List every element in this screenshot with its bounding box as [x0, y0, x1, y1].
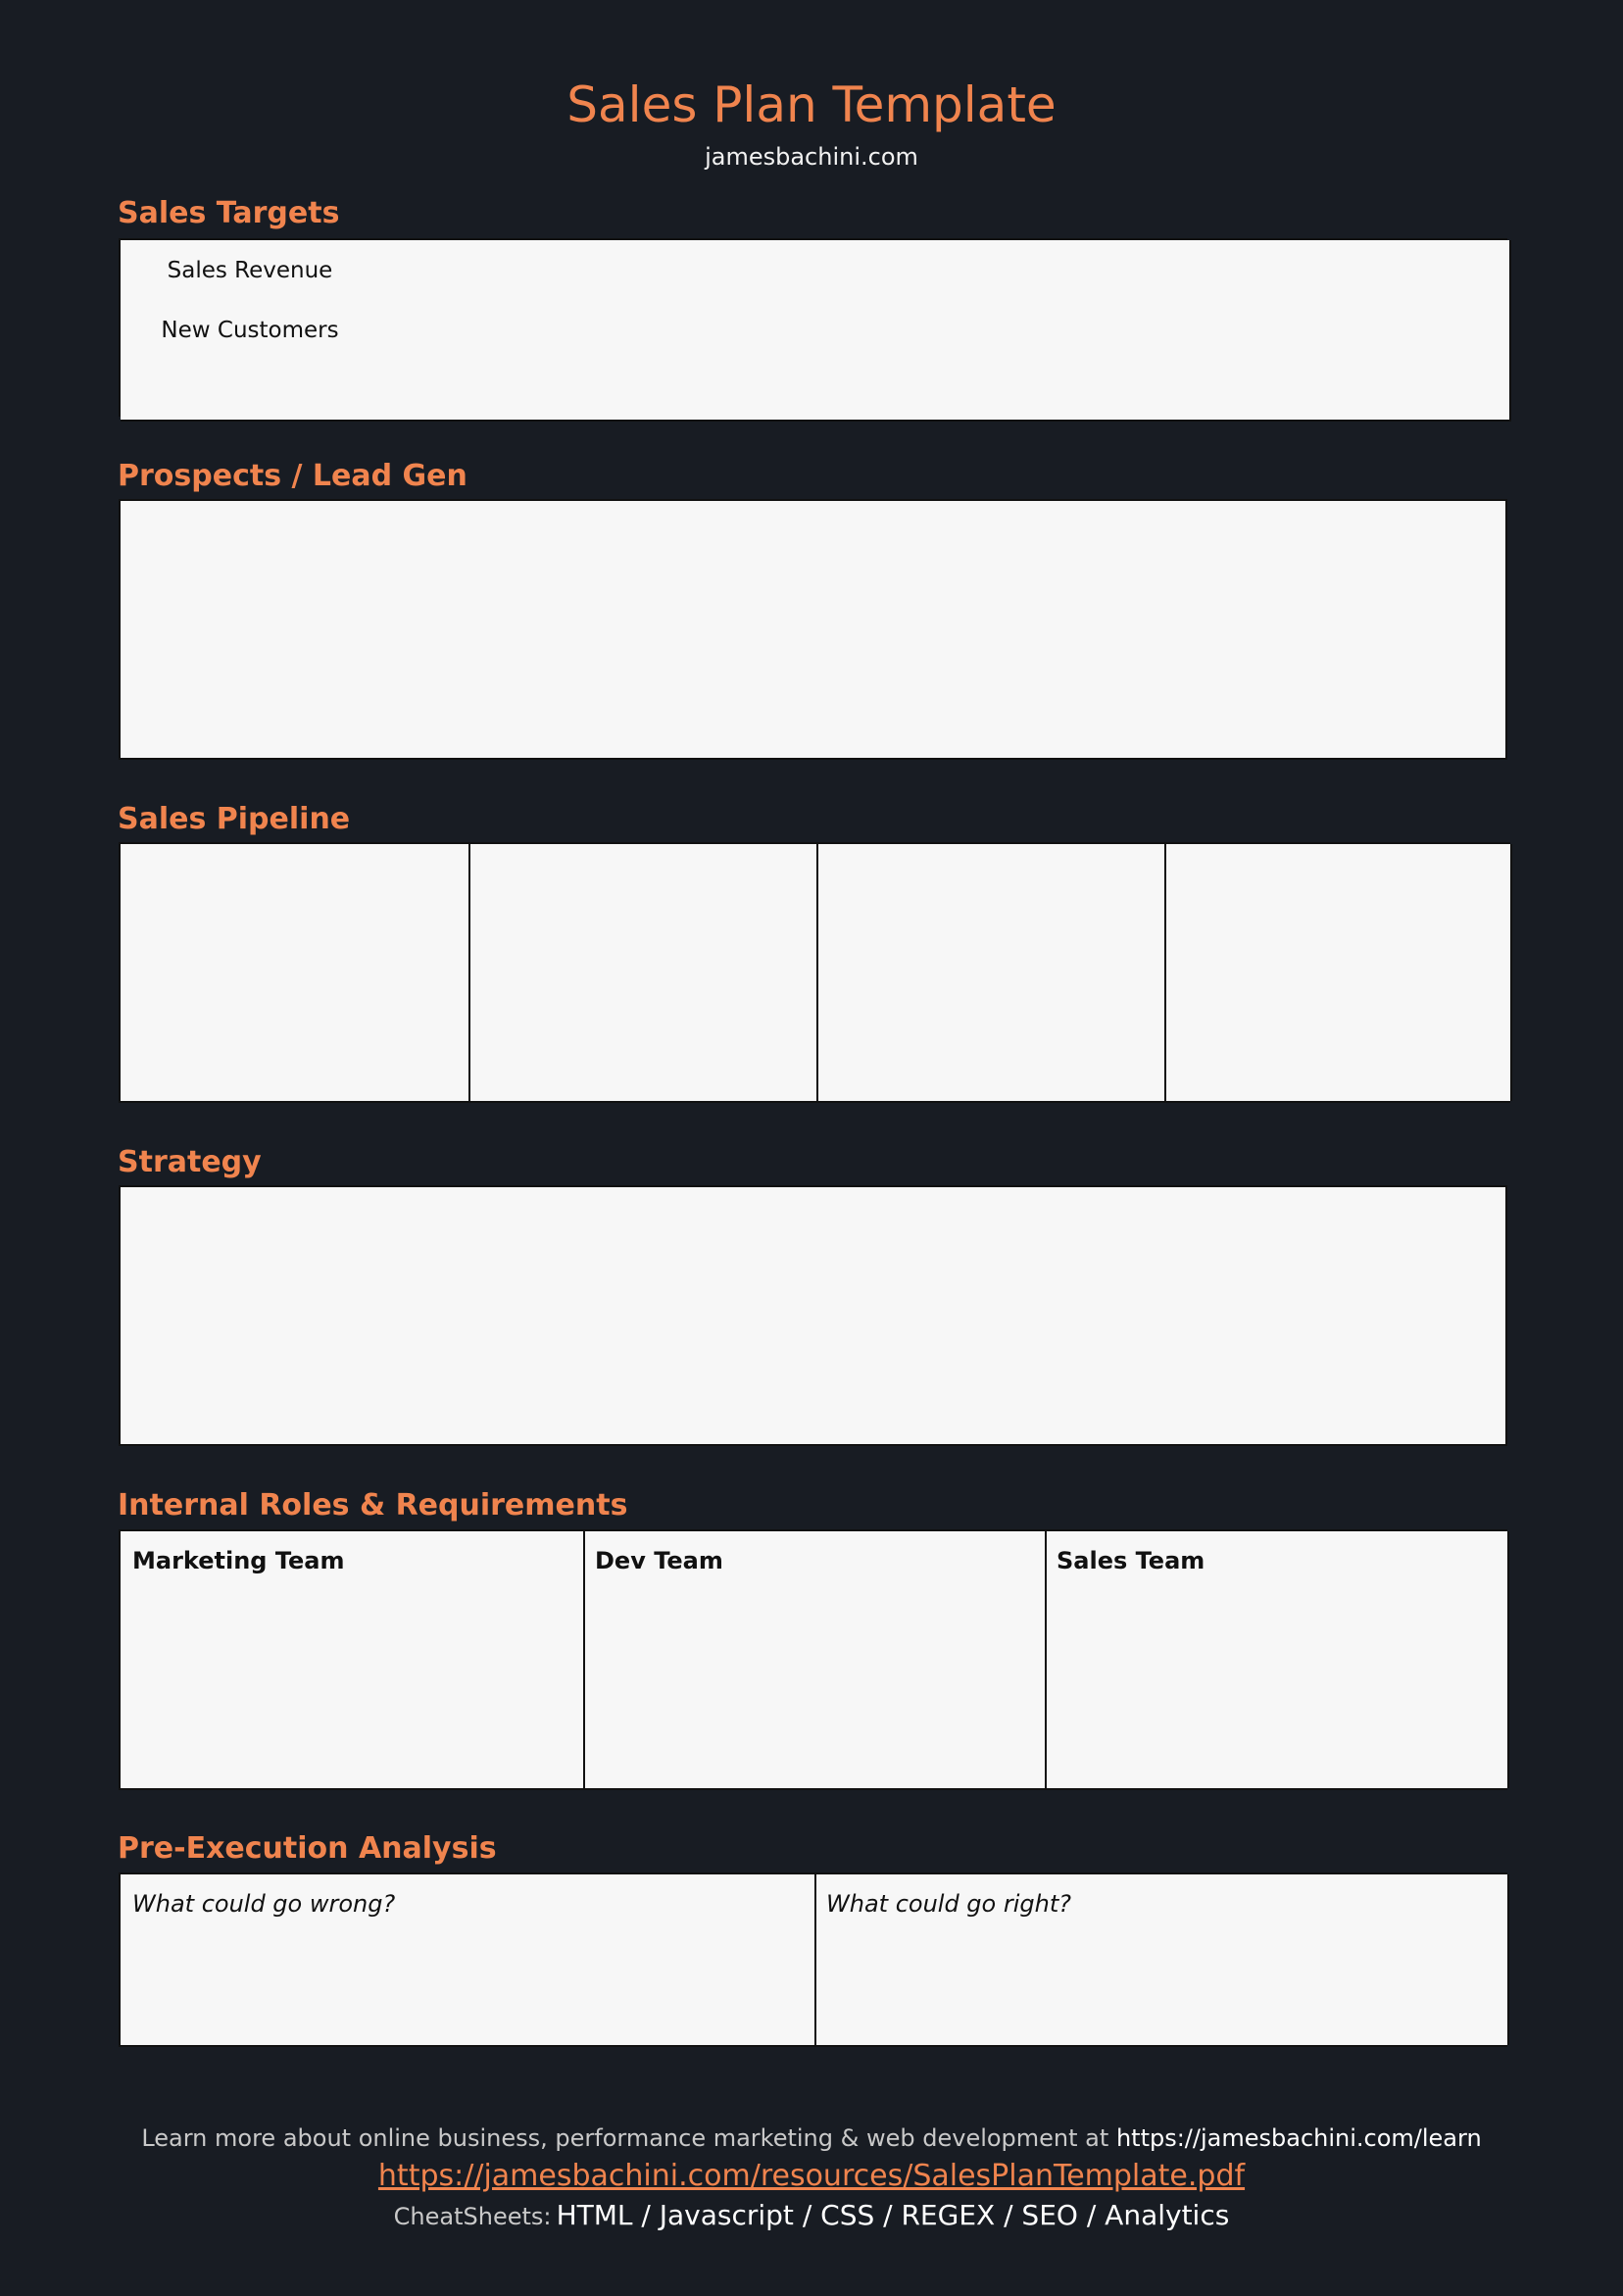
pipeline-stage-2[interactable] — [468, 844, 818, 1101]
section-title-sales-targets: Sales Targets — [118, 196, 340, 230]
sales-team-label: Sales Team — [1057, 1547, 1205, 1574]
footer-learn-text: Learn more about online business, performance marketing & web development at — [141, 2124, 1109, 2152]
prospects-box[interactable] — [119, 499, 1507, 760]
what-could-go-wrong-cell[interactable] — [121, 1874, 816, 2045]
sales-targets-table — [119, 238, 1507, 417]
marketing-team-label: Marketing Team — [132, 1547, 345, 1574]
sales-target-value[interactable] — [379, 240, 607, 302]
sales-target-label: Sales Revenue — [121, 240, 381, 302]
footer-learn-more — [0, 2121, 1623, 2155]
sales-target-notes[interactable] — [605, 360, 1511, 422]
sales-target-label: New Customers — [121, 300, 381, 362]
footer-cheatsheets — [0, 2196, 1623, 2239]
table-row — [121, 240, 1507, 300]
section-title-prospects: Prospects / Lead Gen — [118, 459, 467, 493]
table-row — [121, 300, 1507, 360]
section-title-strategy: Strategy — [118, 1145, 262, 1179]
sales-target-label[interactable] — [121, 360, 381, 422]
table-row — [121, 360, 1507, 420]
pipeline-box — [119, 842, 1510, 1103]
sales-target-notes[interactable] — [605, 240, 1511, 302]
sales-target-value[interactable] — [379, 360, 607, 422]
cheatsheets-label: CheatSheets: — [393, 2203, 552, 2230]
what-could-go-right-label: What could go right? — [826, 1890, 1071, 1918]
sales-team-cell[interactable] — [1045, 1531, 1509, 1788]
strategy-box[interactable] — [119, 1185, 1507, 1446]
pipeline-stage-1[interactable] — [121, 844, 470, 1101]
pipeline-stage-3[interactable] — [816, 844, 1166, 1101]
site-name: jamesbachini.com — [705, 143, 918, 171]
section-title-roles: Internal Roles & Requirements — [118, 1488, 628, 1522]
roles-box — [119, 1529, 1507, 1790]
sales-target-notes[interactable] — [605, 300, 1511, 362]
footer-learn-link[interactable]: https://jamesbachini.com/learn — [1115, 2124, 1482, 2152]
what-could-go-wrong-label: What could go wrong? — [132, 1890, 396, 1918]
pipeline-stage-4[interactable] — [1164, 844, 1512, 1101]
analysis-box — [119, 1872, 1507, 2047]
section-title-analysis: Pre-Execution Analysis — [118, 1831, 497, 1866]
section-title-pipeline: Sales Pipeline — [118, 802, 351, 836]
page-title: Sales Plan Template — [566, 76, 1057, 133]
marketing-team-cell[interactable] — [121, 1531, 585, 1788]
dev-team-label: Dev Team — [595, 1547, 723, 1574]
sales-target-value[interactable] — [379, 300, 607, 362]
what-could-go-right-cell[interactable] — [814, 1874, 1509, 2045]
pdf-link[interactable]: https://jamesbachini.com/resources/SalesPlanTemplate.pdf — [377, 2159, 1246, 2193]
dev-team-cell[interactable] — [583, 1531, 1047, 1788]
cheatsheets-links[interactable]: HTML / Javascript / CSS / REGEX / SEO / Analytics — [556, 2199, 1230, 2231]
